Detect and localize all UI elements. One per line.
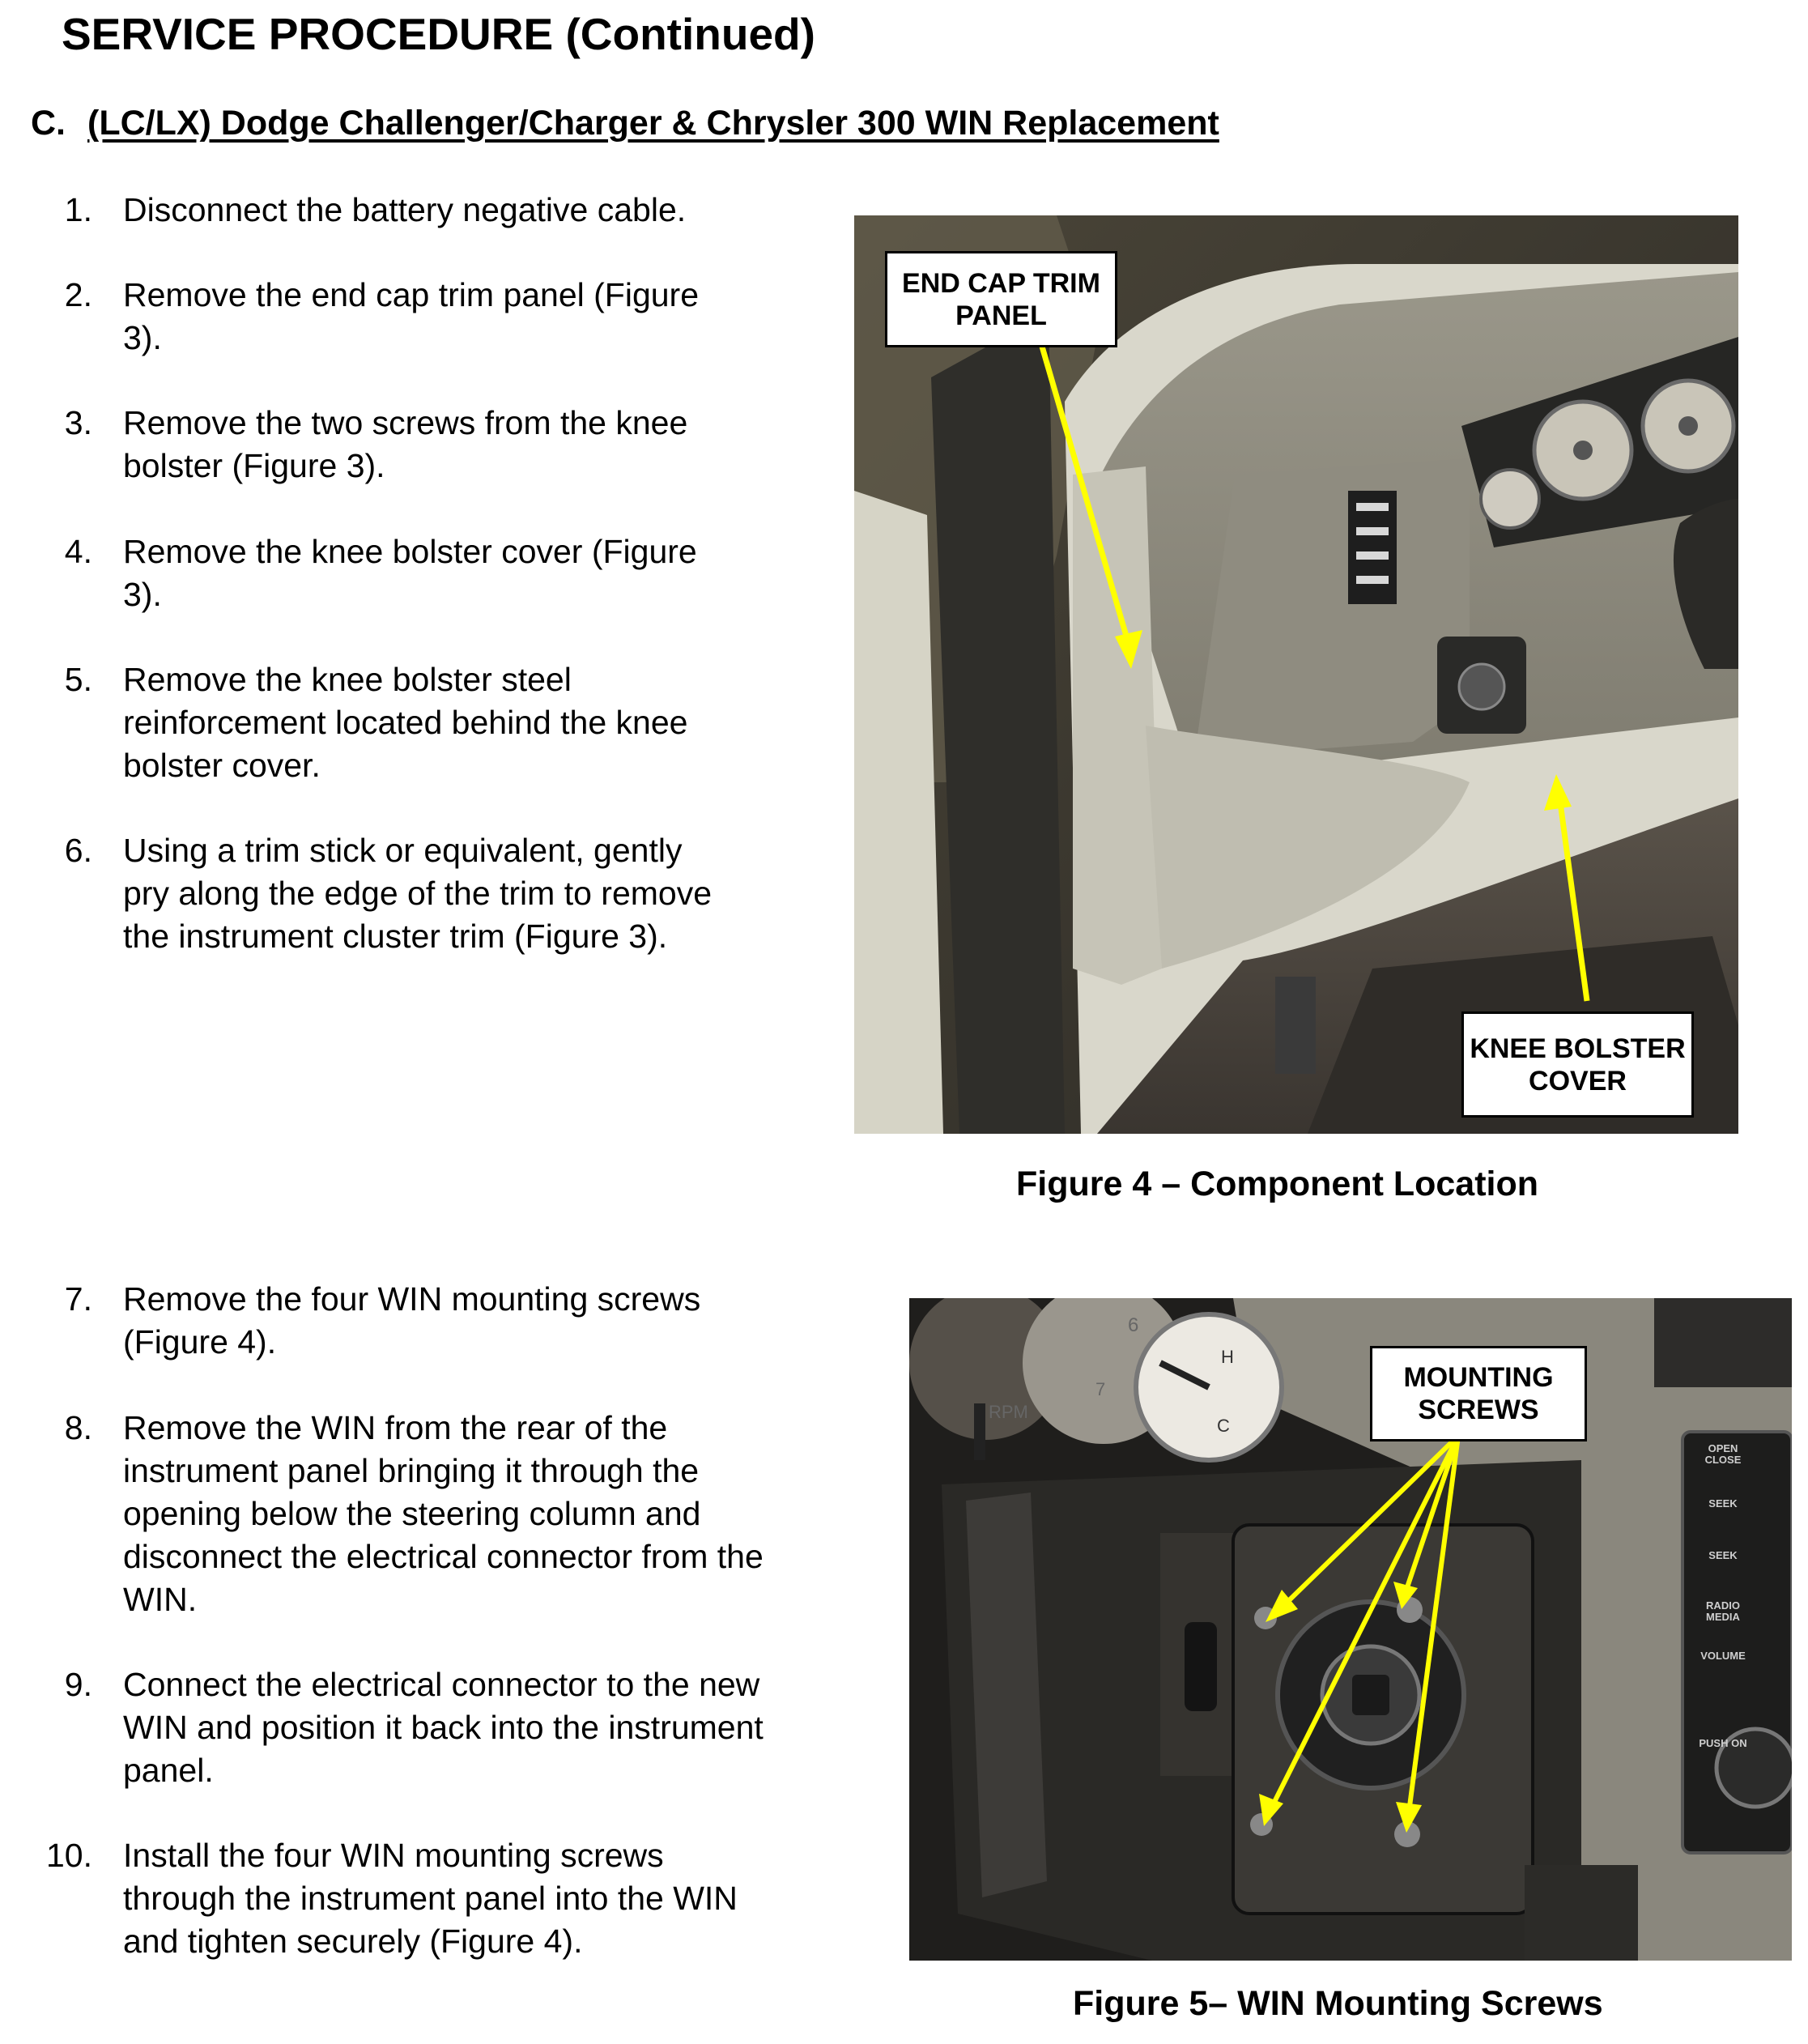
- figure-4-caption: Figure 4 – Component Location: [1016, 1165, 1539, 1203]
- step-line: Connect the electrical connector to the new: [123, 1666, 760, 1703]
- step-line: bolster cover.: [123, 747, 321, 784]
- step-line: bolster (Figure 3).: [123, 447, 385, 484]
- callout-line: COVER: [1529, 1065, 1627, 1097]
- gauge-label-rpm: RPM: [989, 1402, 1028, 1422]
- step-line: pry along the edge of the trim to remove: [123, 875, 713, 912]
- step-line: Using a trim stick or equivalent, gently: [123, 832, 683, 869]
- step-number: 7.: [64, 1280, 92, 1318]
- radio-button-open-close: OPEN CLOSE: [1704, 1442, 1742, 1466]
- arrow-head: [1259, 1794, 1283, 1826]
- step-number: 5.: [64, 661, 92, 698]
- arrow-knee-bolster: [1559, 790, 1587, 1001]
- page-title: SERVICE PROCEDURE (Continued): [62, 9, 815, 59]
- step-line: instrument panel bringing it through the: [123, 1452, 700, 1489]
- gauge-label-6: 6: [1128, 1314, 1139, 1336]
- step-number: 10.: [46, 1837, 92, 1874]
- radio-button-seek-up: SEEK: [1708, 1497, 1738, 1510]
- callout-line: KNEE BOLSTER: [1470, 1033, 1686, 1064]
- step-number: 9.: [64, 1666, 92, 1703]
- step-line: reinforcement located behind the knee: [123, 704, 688, 741]
- step-line: Remove the four WIN mounting screws: [123, 1280, 701, 1318]
- step-number: 4.: [64, 533, 92, 570]
- step-line: 3).: [123, 576, 162, 613]
- step-line: Remove the knee bolster cover (Figure: [123, 533, 697, 570]
- radio-label-volume: VOLUME: [1700, 1650, 1746, 1662]
- radio-label-push-on: PUSH ON: [1699, 1737, 1747, 1749]
- figure-4-photo: [854, 215, 1738, 1134]
- callout-line: SCREWS: [1418, 1395, 1539, 1425]
- figure-5-caption: Figure 5– WIN Mounting Screws: [1073, 1984, 1603, 2023]
- radio-button-radio-media: RADIO MEDIA: [1706, 1599, 1740, 1623]
- step-number: 6.: [64, 832, 92, 869]
- arrow-end-cap: [1040, 341, 1131, 653]
- gauge-label-h: H: [1221, 1347, 1234, 1367]
- step-line: Remove the knee bolster steel: [123, 661, 572, 698]
- figure-4-arrows: [854, 215, 1738, 1134]
- callout-end-cap-trim-panel: [885, 251, 1117, 347]
- callout-mounting-screws: [1370, 1346, 1587, 1441]
- step-line: opening below the steering column and: [123, 1495, 701, 1532]
- arrow-head-knee-bolster: [1544, 774, 1572, 811]
- step-line: Install the four WIN mounting screws: [123, 1837, 664, 1874]
- step-line: through the instrument panel into the WIN: [123, 1880, 738, 1917]
- step-line: 3).: [123, 319, 162, 356]
- step-number: 1.: [64, 191, 92, 228]
- arrow-head: [1393, 1582, 1418, 1609]
- section-heading: [31, 104, 1219, 143]
- step-line: Remove the WIN from the rear of the: [123, 1409, 668, 1446]
- step-line: WIN.: [123, 1581, 198, 1618]
- step-number: 2.: [64, 276, 92, 313]
- figure-5-photo: [909, 1298, 1792, 1961]
- step-line: WIN and position it back into the instrument: [123, 1709, 764, 1746]
- arrow-head: [1396, 1802, 1422, 1833]
- step-line: disconnect the electrical connector from the: [123, 1538, 764, 1575]
- step-line: Remove the end cap trim panel (Figure: [123, 276, 700, 313]
- step-number: 8.: [64, 1409, 92, 1446]
- gauge-label-7: 7: [1095, 1379, 1106, 1399]
- arrow-screw-bottom-left: [1272, 1436, 1458, 1807]
- step-line: the instrument cluster trim (Figure 3).: [123, 918, 668, 955]
- figure-5-arrows: [909, 1298, 1792, 1961]
- callout-line: END CAP TRIM: [902, 267, 1100, 299]
- step-line: Remove the two screws from the knee: [123, 404, 688, 441]
- section-title: (LC/LX) Dodge Challenger/Charger & Chrysler 300 WIN Replacement: [87, 104, 1219, 143]
- radio-button-seek-down: SEEK: [1708, 1549, 1738, 1561]
- step-line: (Figure 4).: [123, 1323, 277, 1361]
- step-line: and tighten securely (Figure 4).: [123, 1923, 583, 1960]
- arrow-head-end-cap: [1115, 630, 1142, 669]
- step-line: Disconnect the battery negative cable.: [123, 191, 687, 228]
- step-number: 3.: [64, 404, 92, 441]
- callout-line: PANEL: [955, 300, 1047, 331]
- section-letter: C.: [31, 104, 66, 143]
- step-line: panel.: [123, 1752, 214, 1789]
- callout-knee-bolster-cover: [1461, 1011, 1694, 1118]
- arrow-screw-bottom-right: [1409, 1436, 1458, 1812]
- callout-line: MOUNTING: [1403, 1362, 1554, 1393]
- gauge-label-c: C: [1217, 1416, 1230, 1436]
